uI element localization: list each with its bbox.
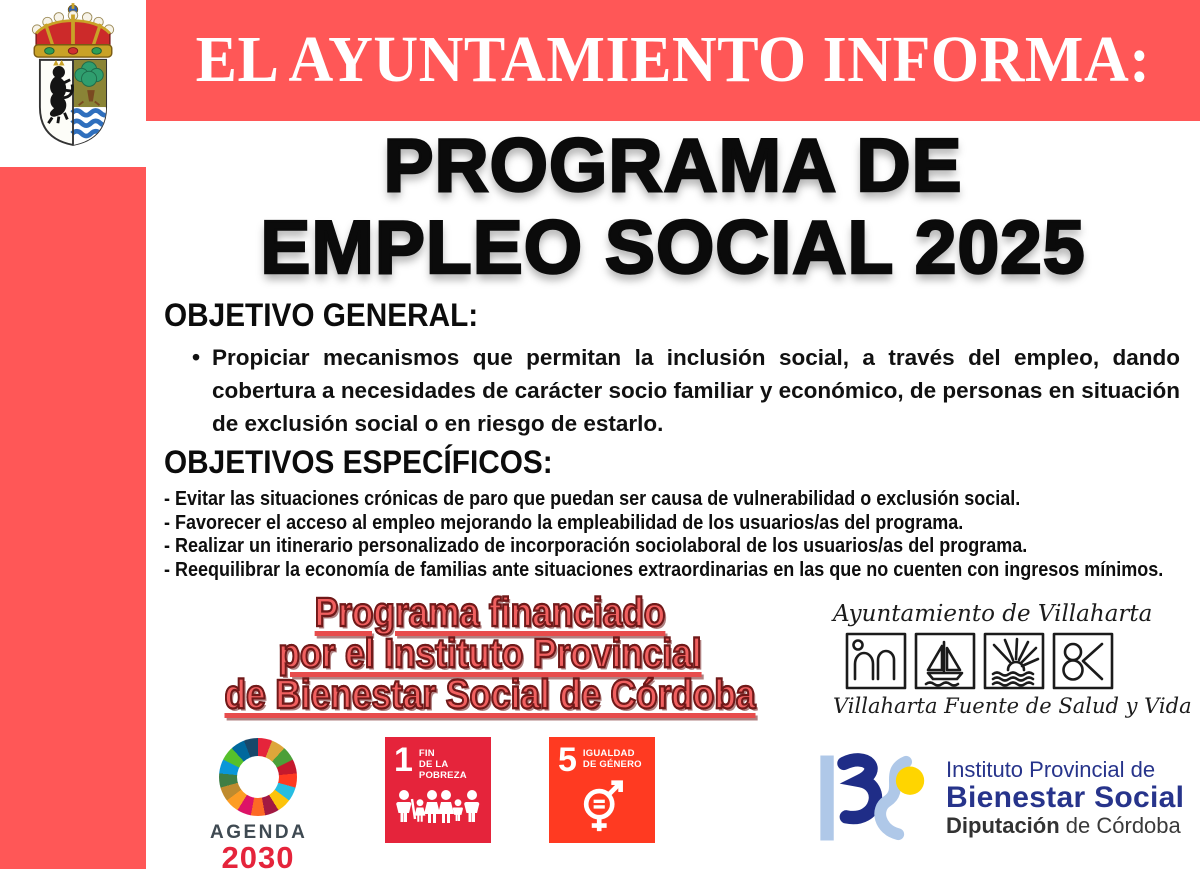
- page-title-line2: EMPLEO SOCIAL 2025: [260, 205, 1086, 289]
- objetivos-especificos-list: [164, 488, 1174, 582]
- sdg5-number: 5: [558, 741, 577, 779]
- funding-note-line3: de Bienestar Social de Córdoba: [224, 671, 756, 717]
- page-title-line1: PROGRAMA DE: [383, 123, 963, 207]
- sdg1-badge: [385, 737, 491, 843]
- header-banner: [146, 0, 1200, 121]
- section-heading-objetivo-general: OBJETIVO GENERAL:: [164, 297, 479, 333]
- page-title: [146, 124, 1200, 288]
- sdg5-label-line2: DE GÉNERO: [582, 759, 642, 770]
- sailboat-icon: [914, 632, 976, 690]
- sdg1-number: 1: [394, 741, 413, 779]
- sun-waves-icon: [983, 632, 1045, 690]
- ayuntamiento-logo-subtitle: Villaharta Fuente de Salud y Vida: [833, 694, 1192, 718]
- coat-of-arms-box: [0, 0, 146, 167]
- agenda-2030-word: AGENDA: [210, 822, 308, 843]
- list-item: - Realizar un itinerario personalizado de incorporación sociolaboral de los usuarios/as del programa.: [164, 535, 1028, 557]
- agenda-2030-logo: [210, 738, 306, 869]
- list-item: - Evitar las situaciones crónicas de paro que puedan ser causa de vulnerabilidad o exclusión social.: [164, 488, 1021, 510]
- funding-note-line1: Programa financiado: [314, 589, 666, 635]
- sdg1-label: [419, 745, 482, 781]
- sdg1-label-line2: DE LA POBREZA: [418, 759, 467, 781]
- ayuntamiento-villaharta-logo: [833, 601, 1192, 718]
- list-item: - Reequilibrar la economía de familias ante situaciones extraordinarias en las que no cuenten con ingresos mínimos.: [164, 558, 1164, 581]
- villaharta-coat-of-arms-icon: [21, 0, 125, 150]
- ipbs-line3-rest: de Córdoba: [1059, 813, 1181, 838]
- ipbs-line2: Bienestar Social: [946, 781, 1185, 814]
- ipbs-text-block: [946, 757, 1184, 839]
- ayuntamiento-logo-title: Ayuntamiento de Villaharta: [833, 601, 1153, 627]
- banner-title: EL AYUNTAMIENTO INFORMA:: [195, 23, 1151, 97]
- funding-note: [159, 589, 821, 717]
- bullet-marker: •: [192, 344, 201, 370]
- objetivo-general-text: Propiciar mecanismos que permitan la inclusión social, a través del empleo, dando cobertura a necesidades de carácter socio familiar y económico, de personas en situación de exclusión social o en riesgo de estarlo.: [212, 345, 1180, 436]
- agenda-2030-wheel: [219, 738, 297, 816]
- sdg5-label: [583, 745, 642, 770]
- list-item: - Favorecer el acceso al empleo mejorando la empleabilidad de los usuarios/as del programa.: [164, 511, 964, 534]
- figures-icon: [845, 632, 907, 690]
- ipbs-logomark-icon: [818, 742, 936, 854]
- sdg5-badge: [549, 737, 655, 843]
- family-pictogram-icon: [394, 785, 482, 827]
- ipbs-line3-bold: Diputación: [946, 813, 1060, 838]
- objetivo-general-bullet: [192, 341, 1180, 440]
- eight-chevron-icon: [1052, 632, 1114, 690]
- ayuntamiento-logo-icons: [833, 632, 1125, 690]
- funding-note-line2: por el Instituto Provincial: [278, 630, 702, 676]
- ipbs-line1: Instituto Provincial de: [946, 757, 1156, 782]
- ipbs-logo: [818, 742, 1184, 854]
- sdg5-label-line1: IGUALDAD: [582, 748, 635, 759]
- gender-equality-icon: [560, 779, 644, 833]
- section-heading-objetivos-especificos: OBJETIVOS ESPECÍFICOS:: [164, 444, 553, 480]
- agenda-2030-year: 2030: [221, 840, 295, 869]
- ipbs-line3: [946, 813, 1184, 839]
- left-red-bar: [0, 167, 146, 869]
- sdg1-label-line1: FIN: [418, 748, 435, 759]
